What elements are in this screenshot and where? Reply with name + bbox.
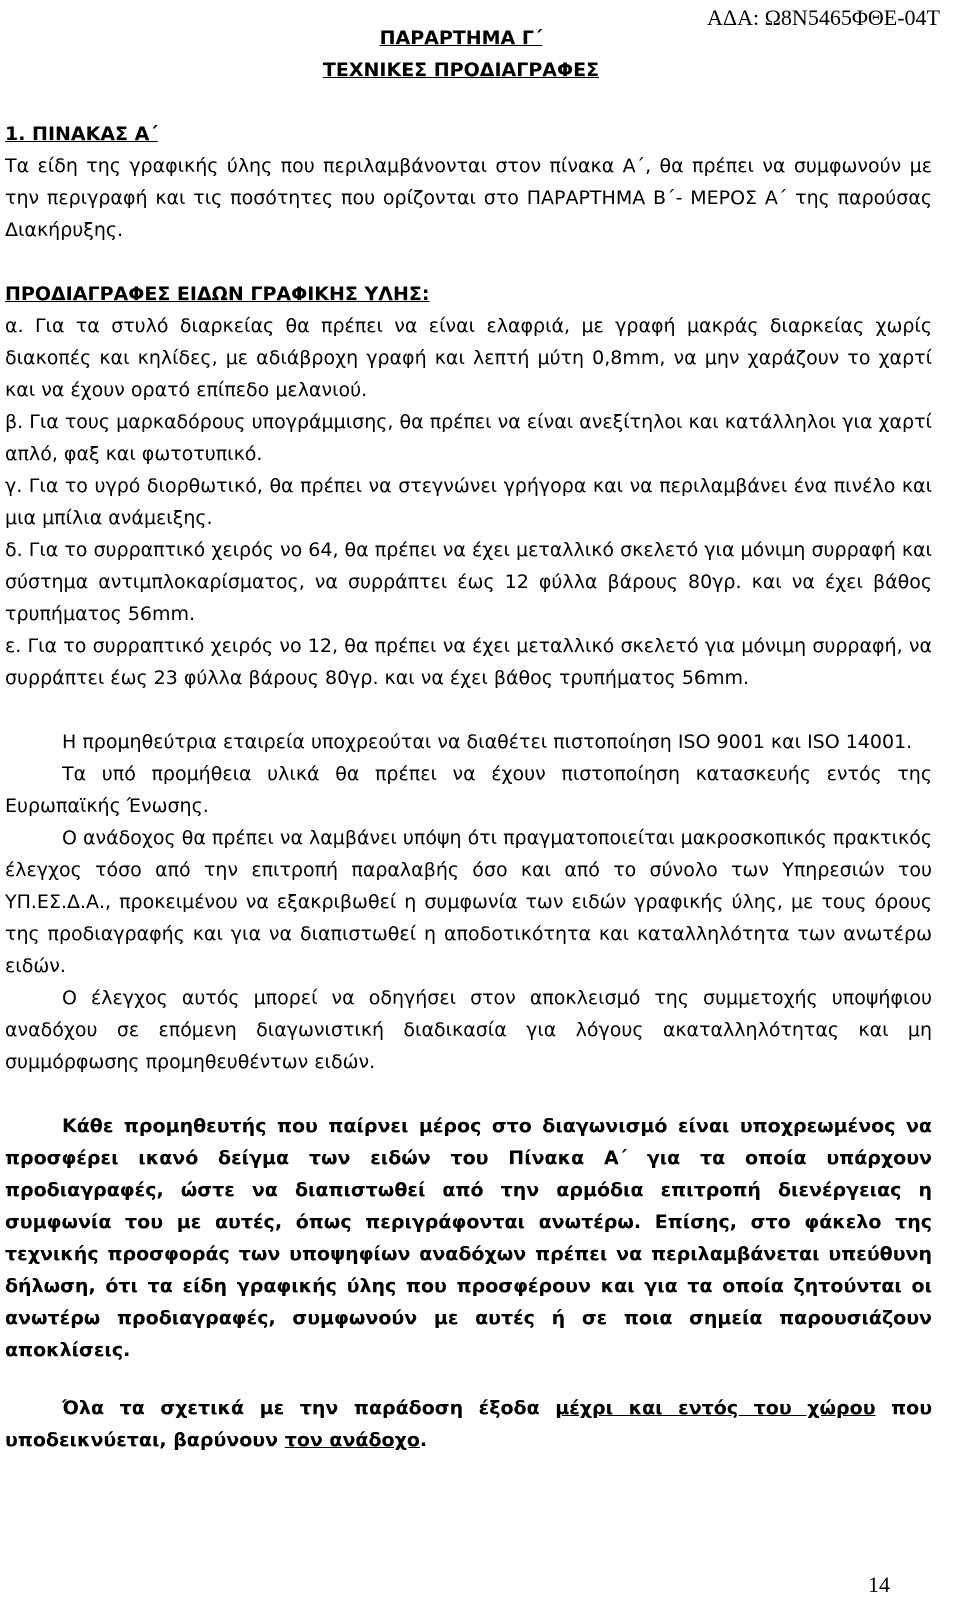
ada-code: ΑΔΑ: Ω8Ν5465ΦΘΕ-04Τ bbox=[707, 5, 940, 30]
annex-title: ΠΑΡΑΡΤΗΜΑ Γ΄ bbox=[379, 27, 543, 49]
document-page bbox=[5, 22, 932, 1456]
paragraph-exclusion: Ο έλεγχος αυτός μπορεί να οδηγήσει στον αποκλεισμό της συμμετοχής υποψήφιου αναδόχου σε επόμενη διαγωνιστική διαδικασία για λόγους ακαταλληλότητας και μη συμμόρφωσης προμηθευθέντων ειδών. bbox=[5, 987, 932, 1073]
delivery-text-3: . bbox=[419, 1429, 428, 1451]
paragraph-inspection: Ο ανάδοχος θα πρέπει να λαμβάνει υπόψη ότι πραγματοποιείται μακροσκοπικός πρακτικός έλεγχος τόσο από την επιτροπή παραλαβής όσο και από το σύνολο των Υπηρεσιών του ΥΠ.ΕΣ.Δ.Α., προκειμένου να εξακριβωθεί η συμφωνία των ειδών γραφικής ύλης, με τους όρους της προδιαγραφής και για να διαπιστωθεί η αποδοτικότητα και καταλληλότητα των ανωτέρω ειδών. bbox=[5, 827, 932, 977]
annex-subtitle: ΤΕΧΝΙΚΕΣ ΠΡΟΔΙΑΓΡΑΦΕΣ bbox=[322, 59, 600, 81]
delivery-underlined-location: μέχρι και εντός του χώρου bbox=[555, 1397, 876, 1419]
section-intro: Τα είδη της γραφικής ύλης που περιλαμβάνονται στον πίνακα Α΄, θα πρέπει να συμφωνούν με την περιγραφή και τις ποσότητες που ορίζονται στο ΠΑΡΑΡΤΗΜΑ Β΄- ΜΕΡΟΣ Α΄ της παρούσας Διακήρυξης. bbox=[5, 155, 932, 241]
paragraph-origin: Τα υπό προμήθεια υλικά θα πρέπει να έχουν πιστοποίηση κατασκευής εντός της Ευρωπαϊκής Ένωσης. bbox=[5, 763, 932, 817]
delivery-underlined-contractor: τον ανάδοχο bbox=[284, 1429, 420, 1451]
spec-item: β. Για τους μαρκαδόρους υπογράμμισης, θα πρέπει να είναι ανεξίτηλοι και κατάλληλοι για χαρτί απλό, φαξ και φωτοτυπικό. bbox=[5, 411, 932, 465]
spec-item: α. Για τα στυλό διαρκείας θα πρέπει να είναι ελαφριά, με γραφή μακράς διαρκείας χωρίς διακοπές και κηλίδες, με αδιάβροχη γραφή και λεπτή μύτη 0,8mm, να μην χαράζουν το χαρτί και να έχουν ορατό επίπεδο μελανιού. bbox=[5, 315, 932, 401]
spec-item: ε. Για το συρραπτικό χειρός νο 12, θα πρέπει να έχει μεταλλικό σκελετό για μόνιμη συρραφή, να συρράπτει έως 23 φύλλα βάρους 80γρ. και να έχει βάθος τρυπήματος 56mm. bbox=[5, 635, 932, 689]
delivery-text-1: Όλα τα σχετικά με την παράδοση έξοδα bbox=[62, 1397, 556, 1419]
section-heading: 1. ΠΙΝΑΚΑΣ Α΄ bbox=[5, 123, 158, 145]
spec-item: γ. Για το υγρό διορθωτικό, θα πρέπει να στεγνώνει γρήγορα και να περιλαμβάνει ένα πινέλο και μια μπίλια ανάμειξης. bbox=[5, 475, 932, 529]
specs-heading: ΠΡΟΔΙΑΓΡΑΦΕΣ ΕΙΔΩΝ ΓΡΑΦΙΚΗΣ ΥΛΗΣ: bbox=[5, 283, 430, 305]
delivery-text-2: που υποδεικνύεται, βαρύνουν bbox=[5, 1397, 933, 1451]
spec-item: δ. Για το συρραπτικό χειρός νο 64, θα πρέπει να έχει μεταλλικό σκελετό για μόνιμη συρραφή και σύστημα αντιμπλοκαρίσματος, να συρράπτει έως 12 φύλλα βάρους 80γρ. και να έχει βάθος τρυπήματος 56mm. bbox=[5, 539, 932, 625]
page-number: 14 bbox=[868, 1572, 890, 1597]
sample-requirement-paragraph: Κάθε προμηθευτής που παίρνει μέρος στο διαγωνισμό είναι υποχρεωμένος να προσφέρει ικανό δείγμα των ειδών του Πίνακα Α΄ για τα οποία υπάρχουν προδιαγραφές, ώστε να διαπιστωθεί από την αρμόδια επιτροπή διενέργειας η συμφωνία του με αυτές, όπως περιγράφονται ανωτέρω. Επίσης, στο φάκελο της τεχνικής προσφοράς των υποψηφίων αναδόχων πρέπει να περιλαμβάνεται υπεύθυνη δήλωση, ότι τα είδη γραφικής ύλης που προσφέρουν και για τα οποία ζητούνται οι ανωτέρω προδιαγραφές, συμφωνούν με αυτές ή σε ποια σημεία παρουσιάζουν αποκλίσεις. bbox=[5, 1115, 932, 1361]
paragraph-iso: Η προμηθεύτρια εταιρεία υποχρεούται να διαθέτει πιστοποίηση ISO 9001 και ISO 14001. bbox=[62, 731, 913, 753]
delivery-costs-paragraph bbox=[5, 1392, 932, 1456]
